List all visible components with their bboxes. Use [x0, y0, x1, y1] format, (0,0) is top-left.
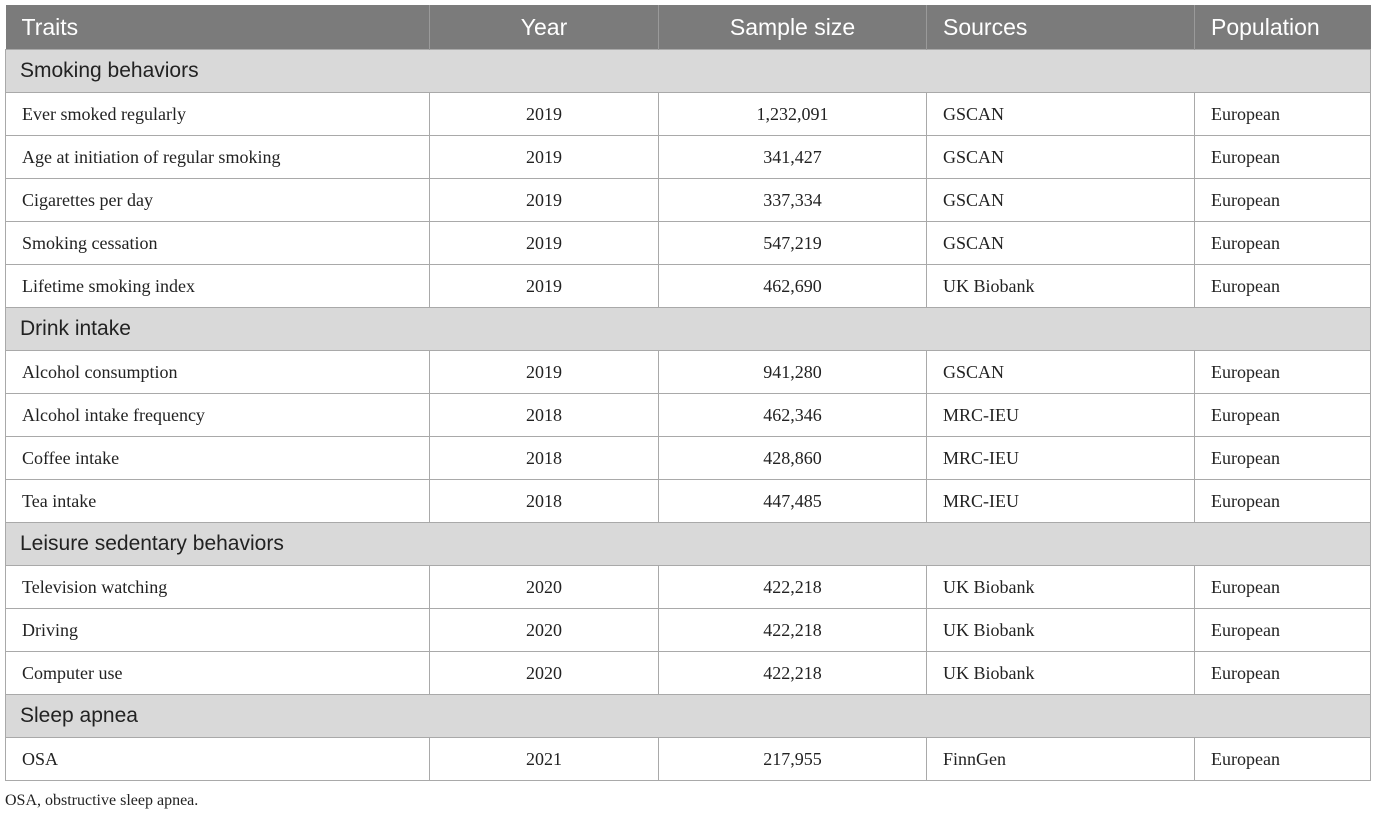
- cell-source: FinnGen: [927, 738, 1195, 781]
- cell-population: European: [1195, 351, 1371, 394]
- cell-sample-size: 341,427: [659, 136, 927, 179]
- table-body: [6, 50, 1371, 781]
- table-row: [6, 480, 1371, 523]
- cell-trait: Age at initiation of regular smoking: [6, 136, 430, 179]
- cell-year: 2019: [430, 93, 659, 136]
- cell-sample-size: 422,218: [659, 652, 927, 695]
- cell-source: GSCAN: [927, 179, 1195, 222]
- group-header-row: [6, 695, 1371, 738]
- cell-sample-size: 547,219: [659, 222, 927, 265]
- header-row: [6, 5, 1371, 50]
- cell-year: 2018: [430, 437, 659, 480]
- cell-population: European: [1195, 222, 1371, 265]
- cell-sample-size: 462,690: [659, 265, 927, 308]
- group-header-row: [6, 523, 1371, 566]
- cell-source: MRC-IEU: [927, 480, 1195, 523]
- table-row: [6, 394, 1371, 437]
- cell-trait: OSA: [6, 738, 430, 781]
- table-row: [6, 566, 1371, 609]
- cell-trait: Tea intake: [6, 480, 430, 523]
- cell-sample-size: 217,955: [659, 738, 927, 781]
- cell-population: European: [1195, 93, 1371, 136]
- cell-trait: Driving: [6, 609, 430, 652]
- cell-trait: Coffee intake: [6, 437, 430, 480]
- table-row: [6, 265, 1371, 308]
- cell-population: European: [1195, 179, 1371, 222]
- group-title: Smoking behaviors: [6, 50, 1371, 93]
- cell-year: 2021: [430, 738, 659, 781]
- header-population: Population: [1195, 5, 1371, 50]
- cell-population: European: [1195, 265, 1371, 308]
- cell-trait: Smoking cessation: [6, 222, 430, 265]
- table-footnote: OSA, obstructive sleep apnea.: [5, 792, 199, 809]
- cell-population: European: [1195, 437, 1371, 480]
- cell-trait: Lifetime smoking index: [6, 265, 430, 308]
- cell-source: UK Biobank: [927, 265, 1195, 308]
- table-row: [6, 136, 1371, 179]
- cell-sample-size: 428,860: [659, 437, 927, 480]
- cell-year: 2020: [430, 652, 659, 695]
- header-sample-size: Sample size: [659, 5, 927, 50]
- cell-trait: Ever smoked regularly: [6, 93, 430, 136]
- cell-population: European: [1195, 652, 1371, 695]
- cell-source: GSCAN: [927, 222, 1195, 265]
- cell-source: GSCAN: [927, 351, 1195, 394]
- cell-sample-size: 422,218: [659, 609, 927, 652]
- cell-year: 2019: [430, 265, 659, 308]
- cell-year: 2019: [430, 222, 659, 265]
- cell-population: European: [1195, 136, 1371, 179]
- cell-trait: Cigarettes per day: [6, 179, 430, 222]
- cell-source: UK Biobank: [927, 609, 1195, 652]
- cell-trait: Alcohol consumption: [6, 351, 430, 394]
- table-row: [6, 437, 1371, 480]
- data-table-container: [5, 5, 1370, 781]
- group-header-row: [6, 308, 1371, 351]
- cell-sample-size: 462,346: [659, 394, 927, 437]
- table-row: [6, 652, 1371, 695]
- table-row: [6, 609, 1371, 652]
- cell-year: 2020: [430, 609, 659, 652]
- header-traits: Traits: [6, 5, 430, 50]
- table-row: [6, 351, 1371, 394]
- cell-source: GSCAN: [927, 93, 1195, 136]
- cell-source: MRC-IEU: [927, 437, 1195, 480]
- cell-year: 2018: [430, 480, 659, 523]
- cell-sample-size: 447,485: [659, 480, 927, 523]
- table-row: [6, 93, 1371, 136]
- cell-population: European: [1195, 394, 1371, 437]
- cell-sample-size: 337,334: [659, 179, 927, 222]
- cell-sample-size: 941,280: [659, 351, 927, 394]
- cell-year: 2020: [430, 566, 659, 609]
- cell-year: 2019: [430, 136, 659, 179]
- cell-sample-size: 422,218: [659, 566, 927, 609]
- cell-population: European: [1195, 609, 1371, 652]
- header-year: Year: [430, 5, 659, 50]
- table-row: [6, 738, 1371, 781]
- group-header-row: [6, 50, 1371, 93]
- cell-source: GSCAN: [927, 136, 1195, 179]
- cell-source: MRC-IEU: [927, 394, 1195, 437]
- cell-trait: Alcohol intake frequency: [6, 394, 430, 437]
- cell-population: European: [1195, 480, 1371, 523]
- group-title: Sleep apnea: [6, 695, 1371, 738]
- cell-trait: Television watching: [6, 566, 430, 609]
- cell-year: 2018: [430, 394, 659, 437]
- group-title: Drink intake: [6, 308, 1371, 351]
- cell-source: UK Biobank: [927, 652, 1195, 695]
- cell-population: European: [1195, 738, 1371, 781]
- cell-trait: Computer use: [6, 652, 430, 695]
- header-sources: Sources: [927, 5, 1195, 50]
- cell-year: 2019: [430, 179, 659, 222]
- cell-year: 2019: [430, 351, 659, 394]
- table-row: [6, 222, 1371, 265]
- table-row: [6, 179, 1371, 222]
- cell-population: European: [1195, 566, 1371, 609]
- traits-table: [5, 5, 1371, 781]
- group-title: Leisure sedentary behaviors: [6, 523, 1371, 566]
- cell-source: UK Biobank: [927, 566, 1195, 609]
- cell-sample-size: 1,232,091: [659, 93, 927, 136]
